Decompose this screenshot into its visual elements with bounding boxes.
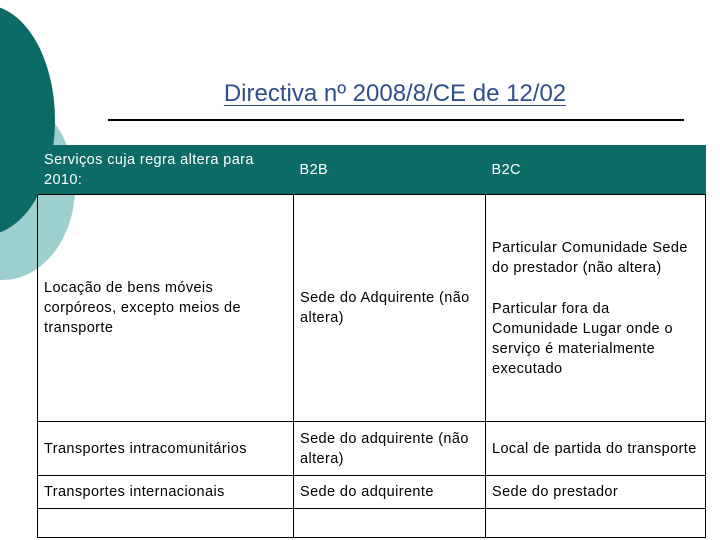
b2c-outside-note: Particular fora da Comunidade Lugar onde o serviço é materialmente executado (492, 300, 673, 377)
cell-service: Locação de bens móveis corpóreos, excepto meios de transporte (38, 195, 294, 422)
b2c-community-note: Particular Comunidade Sede do prestador (não altera) (492, 239, 688, 276)
cell-service: Transportes intracomunitários (38, 422, 294, 476)
cell-b2c: Sede do prestador (486, 476, 706, 509)
table-row (38, 195, 706, 422)
cell-empty (486, 509, 706, 538)
b2c-spacer (492, 278, 699, 299)
services-table (37, 145, 706, 538)
cell-b2b: Sede do adquirente (não altera) (294, 422, 486, 476)
cell-b2c (486, 195, 706, 422)
slide-title: Directiva nº 2008/8/CE de 12/02 (223, 80, 567, 107)
header-b2b: B2B (294, 145, 486, 195)
title-divider (108, 119, 684, 121)
table-row-empty (38, 509, 706, 538)
cell-empty (294, 509, 486, 538)
cell-b2b: Sede do adquirente (294, 476, 486, 509)
cell-service: Transportes internacionais (38, 476, 294, 509)
cell-b2c: Local de partida do transporte (486, 422, 706, 476)
header-b2c: B2C (486, 145, 706, 195)
cell-empty (38, 509, 294, 538)
header-services: Serviços cuja regra altera para 2010: (38, 145, 294, 195)
table-header-row (38, 145, 706, 195)
table-row (38, 422, 706, 476)
cell-b2b: Sede do Adquirente (não altera) (294, 195, 486, 422)
table-row (38, 476, 706, 509)
